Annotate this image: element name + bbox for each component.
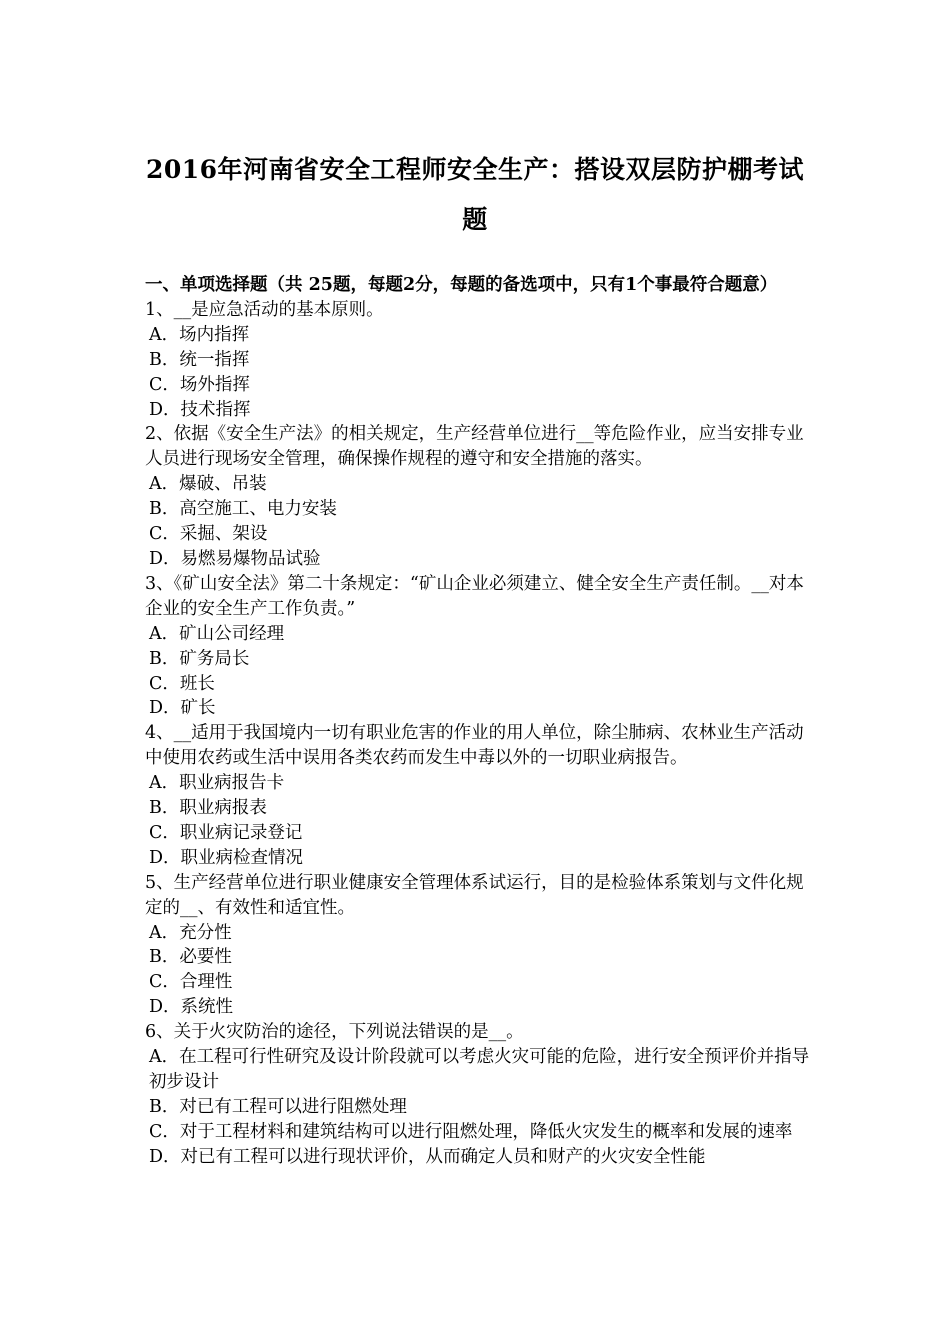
document-body bbox=[145, 273, 815, 1170]
option-a: A．场内指挥 bbox=[149, 324, 250, 345]
question-stem: 4、__适用于我国境内一切有职业危害的作业的用人单位，除尘肺病、农林业生产活动中使用农药或生活中误用各类农药而发生中毒以外的一切职业病报告。 bbox=[145, 723, 804, 769]
question-3 bbox=[145, 572, 815, 721]
option-c: C．场外指挥 bbox=[149, 374, 250, 395]
question-stem: 3、《矿山安全法》第二十条规定：“矿山企业必须建立、健全安全生产责任制。__对本企业的安全生产工作负责。” bbox=[145, 573, 804, 619]
question-stem: 6、关于火灾防治的途径，下列说法错误的是__。 bbox=[145, 1022, 524, 1043]
option-a: A．职业病报告卡 bbox=[149, 773, 285, 794]
option-d: D．易燃易爆物品试验 bbox=[149, 548, 321, 569]
option-c: C．班长 bbox=[149, 673, 215, 694]
question-2 bbox=[145, 422, 815, 571]
question-stem: 2、依据《安全生产法》的相关规定，生产经营单位进行__等危险作业，应当安排专业人员进行现场安全管理，确保操作规程的遵守和安全措施的落实。 bbox=[145, 424, 804, 470]
question-stem: 1、__是应急活动的基本原则。 bbox=[145, 299, 384, 320]
option-b: B．对已有工程可以进行阻燃处理 bbox=[149, 1096, 407, 1117]
document-title: 2016年河南省安全工程师安全生产：搭设双层防护棚考试题 bbox=[145, 155, 805, 234]
option-b: B．矿务局长 bbox=[149, 648, 250, 669]
option-c: C．采掘、架设 bbox=[149, 524, 268, 545]
option-a: A．爆破、吊装 bbox=[149, 474, 267, 495]
question-5 bbox=[145, 871, 815, 1020]
option-c: C．职业病记录登记 bbox=[149, 822, 303, 843]
option-a: A．充分性 bbox=[149, 922, 232, 943]
option-b: B．统一指挥 bbox=[149, 349, 250, 370]
option-b: B．高空施工、电力安装 bbox=[149, 499, 337, 520]
option-d: D．对已有工程可以进行现状评价，从而确定人员和财产的火灾安全性能 bbox=[149, 1146, 706, 1167]
option-a: A．矿山公司经理 bbox=[149, 623, 285, 644]
question-stem: 5、生产经营单位进行职业健康安全管理体系试运行，目的是检验体系策划与文件化规定的__、有效性和适宜性。 bbox=[145, 872, 804, 918]
question-4 bbox=[145, 721, 815, 870]
option-b: B．职业病报表 bbox=[149, 798, 267, 819]
option-d: D．矿长 bbox=[149, 698, 216, 719]
option-d: D．系统性 bbox=[149, 997, 234, 1018]
option-d: D．技术指挥 bbox=[149, 399, 251, 420]
option-b: B．必要性 bbox=[149, 947, 232, 968]
option-c: C．对于工程材料和建筑结构可以进行阻燃处理，降低火灾发生的概率和发展的速率 bbox=[149, 1121, 793, 1142]
option-a: A．在工程可行性研究及设计阶段就可以考虑火灾可能的危险，进行安全预评价并指导初步设计 bbox=[149, 1047, 810, 1092]
question-1 bbox=[145, 298, 815, 423]
question-6 bbox=[145, 1020, 815, 1169]
option-c: C．合理性 bbox=[149, 972, 233, 993]
section-heading: 一、单项选择题（共 25题，每题2分，每题的备选项中，只有1个事最符合题意） bbox=[145, 275, 778, 295]
option-d: D．职业病检查情况 bbox=[149, 847, 304, 868]
